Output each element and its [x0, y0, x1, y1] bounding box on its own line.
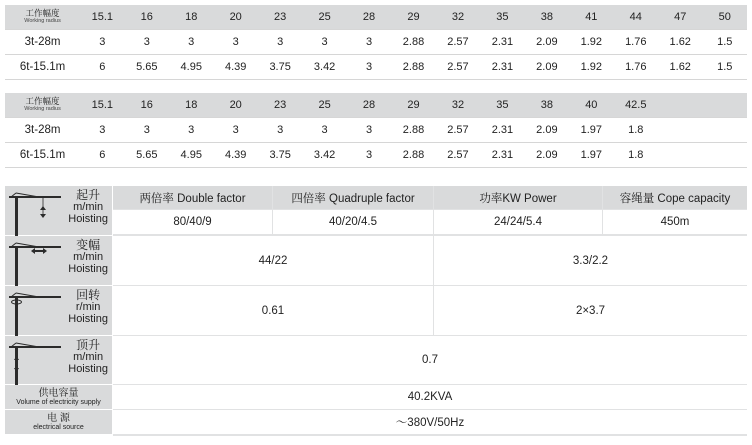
luffing-value-1: 44/22	[113, 236, 433, 285]
radius-cell: 28	[347, 93, 391, 118]
load-cell: 3	[213, 118, 257, 143]
radius-cell	[702, 93, 747, 118]
load-cell: 2.31	[480, 118, 524, 143]
radius-cell: 28	[347, 5, 391, 30]
load-table-1	[5, 5, 747, 80]
load-cell: 1.62	[658, 30, 702, 55]
cope-capacity-value: 450m	[603, 210, 747, 234]
radius-label: 工作幅度 Working radius	[5, 5, 80, 30]
load-cell: 3	[213, 30, 257, 55]
load-cell: 6	[80, 55, 124, 80]
radius-cell: 40	[569, 93, 613, 118]
luffing-label	[5, 236, 112, 285]
slewing-value-1: 0.61	[113, 286, 433, 335]
power-header: 功率KW Power	[434, 186, 602, 209]
load-cell: 2.88	[391, 30, 435, 55]
load-cell: 4.95	[169, 55, 213, 80]
load-cell: 3	[347, 143, 391, 168]
load-cell: 1.76	[614, 55, 658, 80]
load-cell: 3	[80, 118, 124, 143]
load-cell: 2.31	[480, 30, 524, 55]
load-row	[5, 118, 747, 143]
slewing-value-2: 2×3.7	[434, 286, 747, 335]
load-cell: 3.42	[302, 55, 346, 80]
luffing-label-text: 变幅 m/min Hoisting	[68, 238, 108, 275]
quadruple-factor-header: 四倍率 Quadruple factor	[273, 186, 433, 209]
double-factor-header: 两倍率 Double factor	[113, 186, 272, 209]
load-cell	[658, 118, 702, 143]
radius-cell: 35	[480, 93, 524, 118]
load-cell: 1.97	[569, 143, 613, 168]
load-row-label: 6t-15.1m	[5, 55, 80, 80]
mechanism-parameter-table	[5, 186, 747, 436]
jacking-label	[5, 336, 112, 384]
jacking-label-text: 顶升 m/min Hoisting	[68, 338, 108, 375]
load-cell: 3	[258, 118, 302, 143]
load-cell: 1.92	[569, 55, 613, 80]
cope-capacity-header: 容绳量 Cope capacity	[603, 186, 747, 209]
load-cell: 2.57	[436, 118, 480, 143]
radius-cell: 15.1	[80, 5, 124, 30]
radius-cell: 29	[391, 93, 435, 118]
load-row	[5, 30, 747, 55]
radius-cell: 44	[614, 5, 658, 30]
load-cell: 1.8	[614, 118, 658, 143]
radius-cell: 18	[169, 5, 213, 30]
load-cell: 1.97	[569, 118, 613, 143]
supply-label: 供电容量 Volume of electricity supply	[5, 385, 112, 409]
radius-header-row	[5, 93, 747, 118]
slewing-label-text: 回转 r/min Hoisting	[68, 288, 108, 325]
double-factor-value: 80/40/9	[113, 210, 272, 234]
radius-cell: 50	[702, 5, 747, 30]
load-cell	[658, 143, 702, 168]
radius-label: 工作幅度 Working radius	[5, 93, 80, 118]
load-row-label: 3t-28m	[5, 118, 80, 143]
load-cell: 3	[169, 30, 213, 55]
load-cell: 4.39	[213, 55, 257, 80]
load-cell: 3	[347, 30, 391, 55]
power-value: 24/24/5.4	[434, 210, 602, 234]
radius-cell: 18	[169, 93, 213, 118]
radius-cell: 20	[213, 5, 257, 30]
load-row	[5, 143, 747, 168]
crane-jacking-icon	[9, 342, 61, 386]
load-cell: 4.39	[213, 143, 257, 168]
load-cell: 3.75	[258, 55, 302, 80]
load-cell: 3	[125, 30, 169, 55]
load-cell: 2.88	[391, 55, 435, 80]
load-cell: 2.88	[391, 118, 435, 143]
load-row-label: 6t-15.1m	[5, 143, 80, 168]
load-cell: 1.76	[614, 30, 658, 55]
load-cell: 2.57	[436, 30, 480, 55]
load-cell	[702, 118, 747, 143]
load-cell: 3	[347, 118, 391, 143]
radius-header-row	[5, 5, 747, 30]
load-cell: 2.09	[525, 143, 569, 168]
radius-cell: 29	[391, 5, 435, 30]
load-cell: 2.31	[480, 55, 524, 80]
source-value: ～380V/50Hz	[113, 410, 747, 434]
load-cell: 2.57	[436, 143, 480, 168]
radius-cell	[658, 93, 702, 118]
radius-cell: 42.5	[614, 93, 658, 118]
hoisting-label-text: 起升 m/min Hoisting	[68, 188, 108, 225]
load-cell	[702, 143, 747, 168]
crane-slewing-icon	[9, 292, 61, 336]
load-cell: 2.09	[525, 30, 569, 55]
load-cell: 2.88	[391, 143, 435, 168]
radius-cell: 15.1	[80, 93, 124, 118]
hoisting-label	[5, 186, 112, 235]
load-cell: 2.09	[525, 118, 569, 143]
radius-cell: 25	[302, 5, 346, 30]
load-cell: 3	[302, 118, 346, 143]
radius-cell: 41	[569, 5, 613, 30]
radius-cell: 16	[125, 93, 169, 118]
radius-cell: 32	[436, 5, 480, 30]
load-cell: 3.75	[258, 143, 302, 168]
load-cell: 1.5	[702, 55, 747, 80]
load-cell: 3.42	[302, 143, 346, 168]
load-cell: 2.31	[480, 143, 524, 168]
crane-luffing-icon	[9, 242, 61, 286]
jacking-value: 0.7	[113, 336, 747, 384]
load-cell: 3	[125, 118, 169, 143]
source-label: 电 源 electrical source	[5, 410, 112, 434]
load-table-2	[5, 93, 747, 168]
load-cell: 3	[258, 30, 302, 55]
load-row	[5, 55, 747, 80]
load-cell: 3	[80, 30, 124, 55]
load-cell: 2.09	[525, 55, 569, 80]
load-cell: 3	[169, 118, 213, 143]
load-cell: 1.62	[658, 55, 702, 80]
load-cell: 1.92	[569, 30, 613, 55]
radius-cell: 23	[258, 5, 302, 30]
load-cell: 1.5	[702, 30, 747, 55]
supply-value: 40.2KVA	[113, 385, 747, 409]
radius-cell: 16	[125, 5, 169, 30]
radius-cell: 20	[213, 93, 257, 118]
luffing-value-2: 3.3/2.2	[434, 236, 747, 285]
quadruple-factor-value: 40/20/4.5	[273, 210, 433, 234]
radius-cell: 38	[525, 5, 569, 30]
radius-cell: 23	[258, 93, 302, 118]
crane-hoist-icon	[9, 192, 61, 236]
slewing-label	[5, 286, 112, 335]
load-cell: 2.57	[436, 55, 480, 80]
load-cell: 5.65	[125, 55, 169, 80]
radius-cell: 38	[525, 93, 569, 118]
radius-cell: 47	[658, 5, 702, 30]
load-cell: 5.65	[125, 143, 169, 168]
load-cell: 6	[80, 143, 124, 168]
load-cell: 3	[347, 55, 391, 80]
load-cell: 4.95	[169, 143, 213, 168]
load-cell: 1.8	[614, 143, 658, 168]
load-cell: 3	[302, 30, 346, 55]
radius-cell: 35	[480, 5, 524, 30]
load-row-label: 3t-28m	[5, 30, 80, 55]
radius-cell: 32	[436, 93, 480, 118]
radius-cell: 25	[302, 93, 346, 118]
